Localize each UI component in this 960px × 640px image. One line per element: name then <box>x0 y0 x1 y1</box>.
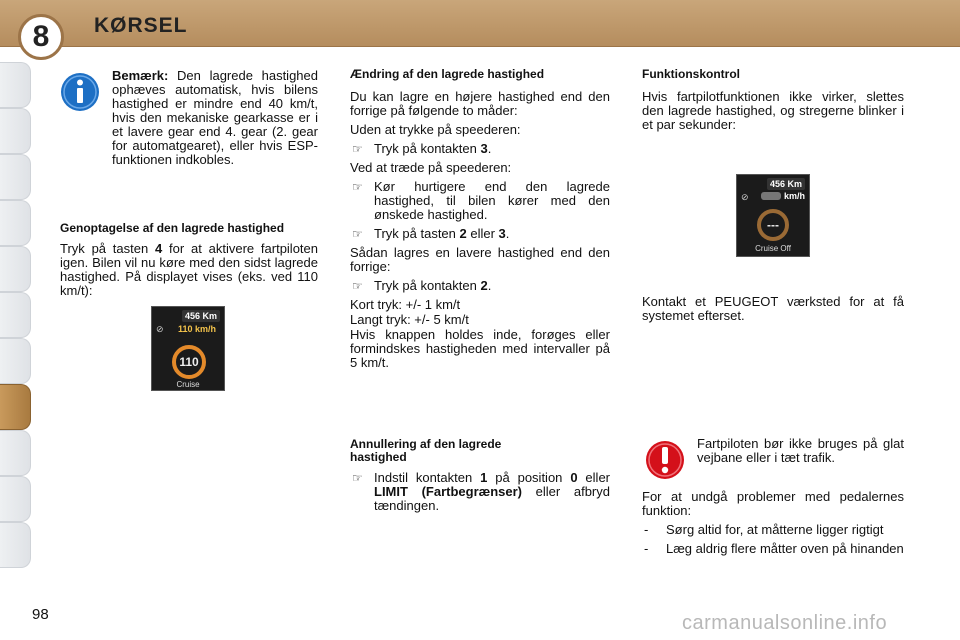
resume-section <box>60 222 318 303</box>
pedal-section <box>642 490 904 561</box>
list-item-text: Læg aldrig flere måtter oven på hinanden <box>666 541 904 556</box>
display-caption: Cruise <box>176 380 200 389</box>
chapter-tab[interactable] <box>0 62 31 108</box>
step-punct: . <box>487 278 492 293</box>
cruise-off-display <box>736 174 810 257</box>
step-punct: . <box>505 226 510 241</box>
page-number: 98 <box>32 606 49 623</box>
step-text: Tryk på kontakten <box>374 141 481 156</box>
finger-pointer-icon: ☞ <box>352 180 363 194</box>
list-item: - Læg aldrig flere måtter oven på hinanden <box>644 541 904 556</box>
step-item <box>350 180 610 222</box>
check-section <box>642 68 904 137</box>
pedal-intro: For at undgå problemer med pedalernes funktion: <box>642 489 904 518</box>
chapter-tab[interactable] <box>0 292 31 338</box>
check-text: Hvis fartpilotfunktionen ikke virker, slettes den lagrede hastighed, og stregerne blinker i et par sekunder: <box>642 89 904 132</box>
key-4: 4 <box>155 241 163 256</box>
key-1: 1 <box>480 470 488 485</box>
chapter-tab-active[interactable] <box>0 384 31 430</box>
step-item <box>350 142 610 156</box>
resume-text-post: for at aktivere fartpiloten igen. Bilen vil nu køre med den sidst lagrede hastighed. På displayet vises (eks. ved 110 km/t): <box>60 241 318 298</box>
change-lower: Sådan lagres en lavere hastighed end den forrige: <box>350 245 610 274</box>
list-item: - Sørg altid for, at måtterne ligger rigtigt <box>644 522 884 537</box>
chapter-tab[interactable] <box>0 246 31 292</box>
contact-section <box>642 295 904 328</box>
note-block <box>60 69 318 167</box>
display-speed: 110 km/h <box>178 324 217 334</box>
step-text: eller <box>466 226 499 241</box>
step-text: Kør hurtigere end den lagrede hastighed, til bilen kører med den ønskede hastighed. <box>374 179 610 222</box>
short-press: Kort tryk: +/- 1 km/t <box>350 297 461 312</box>
key-2: 2 <box>459 226 467 241</box>
speedometer-icon: ⊘ <box>741 192 749 202</box>
list-item-text: Sørg altid for, at måtterne ligger rigtigt <box>666 522 884 537</box>
chapter-tab[interactable] <box>0 430 31 476</box>
watermark: carmanualsonline.info <box>682 612 888 634</box>
speedometer-icon: ⊘ <box>156 324 164 334</box>
display-gauge: --- <box>757 209 789 241</box>
step-text: Indstil kontakten <box>374 470 481 485</box>
finger-pointer-icon: ☞ <box>352 279 363 293</box>
key-3: 3 <box>480 141 488 156</box>
chapter-tab[interactable] <box>0 108 31 154</box>
contact-text: Kontakt et PEUGEOT værksted for at få systemet efterset. <box>642 294 904 323</box>
check-heading: Funktionskontrol <box>642 67 740 81</box>
finger-pointer-icon: ☞ <box>352 227 363 241</box>
resume-heading: Genoptagelse af den lagrede hastighed <box>60 221 285 235</box>
position-0: 0 <box>570 470 578 485</box>
key-3: 3 <box>498 226 506 241</box>
cancel-step <box>350 471 610 513</box>
long-press: Langt tryk: +/- 5 km/t <box>350 312 469 327</box>
display-odometer: 456 Km <box>767 178 805 190</box>
hold-text: Hvis knappen holdes inde, forøges eller formindskes hastigheden med intervaller på 5 km/t. <box>350 327 610 370</box>
left-column <box>60 69 318 167</box>
change-section <box>350 68 610 375</box>
step-text: på position <box>487 470 571 485</box>
step-text: Tryk på tasten <box>374 226 460 241</box>
chapter-tabs <box>0 62 34 574</box>
step-text: eller <box>577 470 611 485</box>
finger-pointer-icon: ☞ <box>352 142 363 156</box>
change-with: Ved at træde på speederen: <box>350 160 512 175</box>
warning-note <box>697 437 904 470</box>
step-punct: . <box>487 141 492 156</box>
cancel-section <box>350 438 610 518</box>
exclamation-icon <box>645 440 685 480</box>
blink-box <box>761 192 781 200</box>
display-gauge: 110 <box>172 345 206 379</box>
warning-text: Fartpiloten bør ikke bruges på glat vejbane eller i tæt trafik. <box>697 436 904 465</box>
key-2: 2 <box>480 278 488 293</box>
note-text: Den lagrede hastighed ophæves automatisk, hvis bilens hastighed er mindre end 40 km/t, hvis den mekaniske gearkasse er i et lavere gear end 4. gear (2. gear for automatgearet), eller hvis ESP-funktionen indkobles. <box>112 68 318 167</box>
finger-pointer-icon: ☞ <box>352 471 363 485</box>
cancel-heading: Annullering af den lagrede hastighed <box>350 437 502 464</box>
change-intro: Du kan lagre en højere hastighed end den forrige på følgende to måder: <box>350 89 610 118</box>
step-item <box>350 227 610 241</box>
chapter-tab[interactable] <box>0 338 31 384</box>
chapter-title: KØRSEL <box>94 14 188 37</box>
chapter-tab[interactable] <box>0 200 31 246</box>
limit-label: LIMIT (Fartbegrænser) <box>374 484 522 499</box>
step-text: eller afbryd tændingen. <box>374 484 610 513</box>
change-without: Uden at trykke på speederen: <box>350 122 521 137</box>
step-item <box>350 279 610 293</box>
change-heading: Ændring af den lagrede hastighed <box>350 67 545 81</box>
resume-text-pre: Tryk på tasten <box>60 241 156 256</box>
display-speed: km/h <box>784 191 806 201</box>
chapter-tab[interactable] <box>0 476 31 522</box>
display-odometer: 456 Km <box>182 310 220 322</box>
chapter-number: 8 <box>18 14 64 60</box>
resume-text <box>60 242 318 298</box>
note-label: Bemærk: <box>112 68 169 83</box>
chapter-tab[interactable] <box>0 522 31 568</box>
chapter-tab[interactable] <box>0 154 31 200</box>
display-caption: Cruise Off <box>755 244 791 253</box>
cruise-display <box>151 306 225 391</box>
step-text: Tryk på kontakten <box>374 278 481 293</box>
